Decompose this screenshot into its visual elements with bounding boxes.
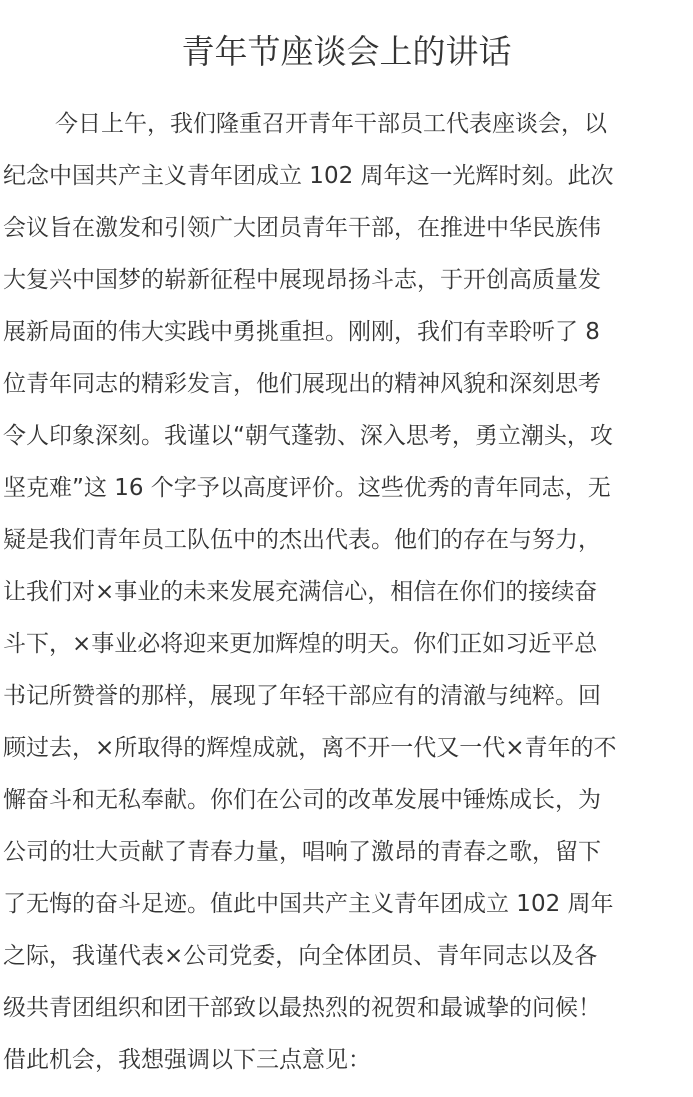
body-line: 公司的壮大贡献了青春力量，唱响了激昂的青春之歌，留下 xyxy=(3,839,601,865)
body-line: 让我们对×事业的未来发展充满信心，相信在你们的接续奋 xyxy=(3,579,598,605)
body-line: 借此机会，我想强调以下三点意见： xyxy=(3,1047,371,1073)
body-line: 懈奋斗和无私奉献。你们在公司的改革发展中锤炼成长，为 xyxy=(3,787,601,813)
body-line: 之际，我谨代表×公司党委，向全体团员、青年同志以及各 xyxy=(3,943,598,969)
body-line: 展新局面的伟大实践中勇挑重担。刚刚，我们有幸聆听了 8 xyxy=(3,319,600,345)
body-line: 今日上午，我们隆重召开青年干部员工代表座谈会，以 xyxy=(55,111,607,137)
body-line: 疑是我们青年员工队伍中的杰出代表。他们的存在与努力， xyxy=(3,527,601,553)
body-line: 了无悔的奋斗足迹。值此中国共产主义青年团成立 102 周年 xyxy=(3,891,614,917)
speech-body xyxy=(3,72,690,1086)
body-line: 坚克难”这 16 个字予以高度评价。这些优秀的青年同志，无 xyxy=(3,475,611,501)
body-line: 大复兴中国梦的崭新征程中展现昂扬斗志，于开创高质量发 xyxy=(3,267,601,293)
body-line: 斗下，×事业必将迎来更加辉煌的明天。你们正如习近平总 xyxy=(3,631,598,657)
document-title: 青年节座谈会上的讲话 xyxy=(181,32,512,71)
body-line: 纪念中国共产主义青年团成立 102 周年这一光辉时刻。此次 xyxy=(3,163,614,189)
body-line: 会议旨在激发和引领广大团员青年干部，在推进中华民族伟 xyxy=(3,215,601,241)
body-line: 顾过去，×所取得的辉煌成就，离不开一代又一代×青年的不 xyxy=(3,735,617,761)
body-line: 令人印象深刻。我谨以“朝气蓬勃、深入思考，勇立潮头，攻 xyxy=(3,423,613,449)
body-line: 书记所赞誉的那样，展现了年轻干部应有的清澈与纯粹。回 xyxy=(3,683,601,709)
body-line: 位青年同志的精彩发言，他们展现出的精神风貌和深刻思考 xyxy=(3,371,601,397)
body-line: 级共青团组织和团干部致以最热烈的祝贺和最诚挚的问候！ xyxy=(3,995,601,1021)
